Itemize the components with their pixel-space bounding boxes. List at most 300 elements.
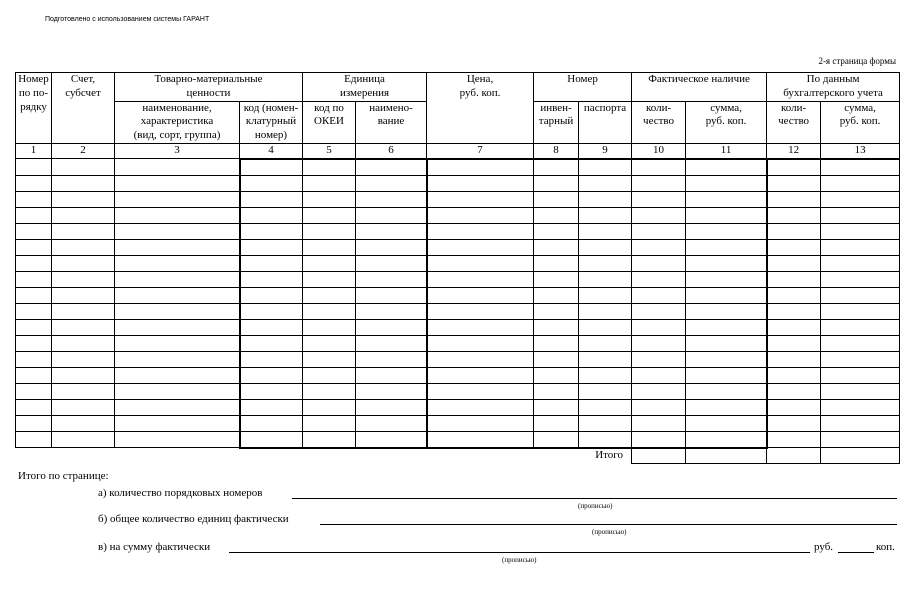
table-cell[interactable] bbox=[686, 175, 767, 191]
table-cell[interactable] bbox=[240, 255, 303, 271]
table-cell[interactable] bbox=[579, 351, 632, 367]
table-cell[interactable] bbox=[632, 335, 686, 351]
table-cell[interactable] bbox=[821, 159, 900, 176]
table-cell[interactable] bbox=[427, 399, 534, 415]
table-cell[interactable] bbox=[303, 191, 356, 207]
footer-b-label: б) общее количество единиц фактически bbox=[98, 513, 289, 525]
table-cell[interactable] bbox=[632, 223, 686, 239]
table-cell[interactable] bbox=[16, 239, 52, 255]
table-cell[interactable] bbox=[579, 335, 632, 351]
table-cell[interactable] bbox=[303, 239, 356, 255]
table-cell[interactable] bbox=[240, 239, 303, 255]
table-cell[interactable] bbox=[579, 367, 632, 383]
column-number: 10 bbox=[632, 143, 686, 158]
table-cell[interactable] bbox=[427, 415, 534, 431]
table-cell[interactable] bbox=[821, 319, 900, 335]
table-cell[interactable] bbox=[632, 271, 686, 287]
table-cell[interactable] bbox=[632, 303, 686, 319]
table-cell[interactable] bbox=[240, 319, 303, 335]
column-number: 7 bbox=[427, 143, 534, 158]
footer-title: Итого по странице: bbox=[18, 470, 109, 482]
table-cell[interactable] bbox=[240, 159, 303, 176]
table-cell[interactable] bbox=[115, 367, 240, 383]
table-cell[interactable] bbox=[686, 431, 767, 448]
table-cell[interactable] bbox=[303, 367, 356, 383]
table-cell[interactable] bbox=[534, 271, 579, 287]
table-cell[interactable] bbox=[427, 303, 534, 319]
header-books-qty: коли- чество bbox=[767, 101, 821, 143]
table-cell[interactable] bbox=[356, 335, 427, 351]
table-cell[interactable] bbox=[821, 207, 900, 223]
table-cell[interactable] bbox=[821, 271, 900, 287]
table-cell[interactable] bbox=[16, 255, 52, 271]
header-books: По данным бухгалтерского учета bbox=[767, 73, 900, 102]
table-cell[interactable] bbox=[427, 319, 534, 335]
table-cell[interactable] bbox=[767, 303, 821, 319]
table-cell[interactable] bbox=[52, 287, 115, 303]
table-cell[interactable] bbox=[632, 239, 686, 255]
table-cell[interactable] bbox=[115, 383, 240, 399]
table-cell[interactable] bbox=[821, 351, 900, 367]
table-cell[interactable] bbox=[356, 239, 427, 255]
table-cell[interactable] bbox=[52, 319, 115, 335]
table-cell[interactable] bbox=[303, 351, 356, 367]
table-cell[interactable] bbox=[632, 191, 686, 207]
table-cell[interactable] bbox=[686, 287, 767, 303]
table-cell[interactable] bbox=[579, 415, 632, 431]
table-cell[interactable] bbox=[821, 191, 900, 207]
table-row bbox=[16, 191, 900, 207]
table-cell[interactable] bbox=[52, 175, 115, 191]
table-cell[interactable] bbox=[303, 255, 356, 271]
table-cell[interactable] bbox=[115, 255, 240, 271]
column-number: 2 bbox=[52, 143, 115, 158]
table-cell[interactable] bbox=[16, 207, 52, 223]
table-cell[interactable] bbox=[52, 351, 115, 367]
table-cell[interactable] bbox=[240, 207, 303, 223]
header-unit-code: код по ОКЕИ bbox=[303, 101, 356, 143]
table-row bbox=[16, 303, 900, 319]
column-number: 8 bbox=[534, 143, 579, 158]
header-account: Счет, субсчет bbox=[52, 73, 115, 144]
column-number: 13 bbox=[821, 143, 900, 158]
table-cell[interactable] bbox=[534, 367, 579, 383]
table-cell[interactable] bbox=[356, 223, 427, 239]
table-cell[interactable] bbox=[821, 431, 900, 448]
table-cell[interactable] bbox=[767, 319, 821, 335]
table-cell[interactable] bbox=[303, 175, 356, 191]
table-cell[interactable] bbox=[579, 159, 632, 176]
table-cell[interactable] bbox=[686, 303, 767, 319]
table-cell[interactable] bbox=[303, 383, 356, 399]
table-cell[interactable] bbox=[303, 159, 356, 176]
table-cell[interactable] bbox=[632, 367, 686, 383]
table-cell[interactable] bbox=[686, 207, 767, 223]
footer-c-caption: (прописью) bbox=[502, 556, 537, 564]
table-cell[interactable] bbox=[240, 303, 303, 319]
table-cell[interactable] bbox=[240, 415, 303, 431]
table-cell[interactable] bbox=[427, 175, 534, 191]
footer-c-line[interactable] bbox=[229, 552, 810, 553]
table-cell[interactable] bbox=[579, 399, 632, 415]
table-cell[interactable] bbox=[356, 319, 427, 335]
table-cell[interactable] bbox=[240, 431, 303, 448]
table-row bbox=[16, 175, 900, 191]
table-cell[interactable] bbox=[821, 239, 900, 255]
table-cell[interactable] bbox=[115, 303, 240, 319]
table-cell[interactable] bbox=[115, 239, 240, 255]
table-cell[interactable] bbox=[240, 367, 303, 383]
table-cell[interactable] bbox=[303, 223, 356, 239]
header-actual: Фактическое наличие bbox=[632, 73, 767, 102]
table-cell[interactable] bbox=[115, 351, 240, 367]
table-cell[interactable] bbox=[534, 383, 579, 399]
table-cell[interactable] bbox=[534, 431, 579, 448]
table-cell[interactable] bbox=[356, 383, 427, 399]
table-cell[interactable] bbox=[579, 207, 632, 223]
table-cell[interactable] bbox=[115, 191, 240, 207]
table-cell[interactable] bbox=[356, 287, 427, 303]
table-cell[interactable] bbox=[534, 239, 579, 255]
column-number: 5 bbox=[303, 143, 356, 158]
table-cell[interactable] bbox=[632, 255, 686, 271]
table-cell[interactable] bbox=[115, 175, 240, 191]
footer-c-label: в) на сумму фактически bbox=[98, 541, 211, 553]
table-cell[interactable] bbox=[16, 367, 52, 383]
table-cell[interactable] bbox=[240, 287, 303, 303]
table-cell[interactable] bbox=[115, 223, 240, 239]
table-cell[interactable] bbox=[632, 431, 686, 448]
footer-a-caption: (прописью) bbox=[578, 502, 613, 510]
table-row bbox=[16, 159, 900, 176]
table-cell[interactable] bbox=[534, 399, 579, 415]
table-cell[interactable] bbox=[686, 415, 767, 431]
table-row bbox=[16, 255, 900, 271]
table-cell[interactable] bbox=[767, 255, 821, 271]
table-cell[interactable] bbox=[632, 287, 686, 303]
table-cell[interactable] bbox=[427, 223, 534, 239]
table-row bbox=[16, 319, 900, 335]
table-cell[interactable] bbox=[16, 303, 52, 319]
table-row bbox=[16, 271, 900, 287]
table-cell[interactable] bbox=[686, 159, 767, 176]
table-cell[interactable] bbox=[52, 399, 115, 415]
table-cell[interactable] bbox=[356, 303, 427, 319]
table-cell[interactable] bbox=[356, 351, 427, 367]
table-cell[interactable] bbox=[767, 287, 821, 303]
inventory-table bbox=[15, 72, 900, 464]
table-cell[interactable] bbox=[115, 335, 240, 351]
table-row bbox=[16, 367, 900, 383]
table-cell[interactable] bbox=[356, 207, 427, 223]
table-cell[interactable] bbox=[686, 191, 767, 207]
table-cell[interactable] bbox=[427, 159, 534, 176]
table-cell[interactable] bbox=[303, 303, 356, 319]
table-cell[interactable] bbox=[16, 159, 52, 176]
table-cell[interactable] bbox=[427, 207, 534, 223]
table-row bbox=[16, 383, 900, 399]
table-cell[interactable] bbox=[16, 191, 52, 207]
table-cell[interactable] bbox=[579, 287, 632, 303]
footer-kop: коп. bbox=[876, 541, 895, 553]
table-cell[interactable] bbox=[115, 431, 240, 448]
table-cell[interactable] bbox=[767, 431, 821, 448]
table-cell[interactable] bbox=[427, 351, 534, 367]
header-number: Номер bbox=[534, 73, 632, 102]
table-cell[interactable] bbox=[115, 207, 240, 223]
table-cell[interactable] bbox=[534, 191, 579, 207]
table-cell[interactable] bbox=[52, 383, 115, 399]
table-cell[interactable] bbox=[767, 351, 821, 367]
table-cell[interactable] bbox=[579, 255, 632, 271]
table-cell[interactable] bbox=[632, 319, 686, 335]
table-cell[interactable] bbox=[534, 255, 579, 271]
table-cell[interactable] bbox=[303, 431, 356, 448]
header-passport: паспорта bbox=[579, 101, 632, 143]
footer-kop-line[interactable] bbox=[838, 552, 874, 553]
table-cell[interactable] bbox=[52, 239, 115, 255]
table-cell[interactable] bbox=[427, 239, 534, 255]
header-books-sum: сумма, руб. коп. bbox=[821, 101, 900, 143]
table-cell[interactable] bbox=[767, 415, 821, 431]
table-cell[interactable] bbox=[767, 159, 821, 176]
table-row bbox=[16, 207, 900, 223]
table-cell[interactable] bbox=[686, 335, 767, 351]
column-number: 6 bbox=[356, 143, 427, 158]
table-cell[interactable] bbox=[16, 335, 52, 351]
footer-rub: руб. bbox=[814, 541, 834, 553]
table-cell[interactable] bbox=[240, 399, 303, 415]
table-cell[interactable] bbox=[632, 159, 686, 176]
table-cell[interactable] bbox=[767, 399, 821, 415]
table-cell[interactable] bbox=[303, 399, 356, 415]
footer-b-line[interactable] bbox=[320, 524, 897, 525]
table-cell[interactable] bbox=[52, 207, 115, 223]
table-cell[interactable] bbox=[579, 383, 632, 399]
table-cell[interactable] bbox=[16, 399, 52, 415]
table-cell[interactable] bbox=[686, 399, 767, 415]
table-cell[interactable] bbox=[686, 319, 767, 335]
total-books-sum[interactable] bbox=[821, 448, 900, 464]
column-number: 12 bbox=[767, 143, 821, 158]
table-cell[interactable] bbox=[686, 223, 767, 239]
table-cell[interactable] bbox=[821, 223, 900, 239]
table-cell[interactable] bbox=[303, 271, 356, 287]
table-cell[interactable] bbox=[16, 319, 52, 335]
table-cell[interactable] bbox=[356, 367, 427, 383]
header-row-number: Номер по по- рядку bbox=[16, 73, 52, 144]
table-cell[interactable] bbox=[579, 431, 632, 448]
table-cell[interactable] bbox=[303, 287, 356, 303]
column-numbers-row bbox=[16, 143, 900, 158]
table-cell[interactable] bbox=[52, 255, 115, 271]
table-cell[interactable] bbox=[579, 223, 632, 239]
table-cell[interactable] bbox=[767, 191, 821, 207]
table-cell[interactable] bbox=[821, 367, 900, 383]
table-cell[interactable] bbox=[534, 303, 579, 319]
table-cell[interactable] bbox=[356, 415, 427, 431]
table-cell[interactable] bbox=[686, 239, 767, 255]
table-cell[interactable] bbox=[356, 271, 427, 287]
table-cell[interactable] bbox=[821, 399, 900, 415]
table-cell[interactable] bbox=[821, 287, 900, 303]
table-cell[interactable] bbox=[534, 207, 579, 223]
header-price: Цена, руб. коп. bbox=[427, 73, 534, 144]
table-cell[interactable] bbox=[534, 335, 579, 351]
table-cell[interactable] bbox=[303, 319, 356, 335]
table-cell[interactable] bbox=[16, 351, 52, 367]
table-cell[interactable] bbox=[356, 255, 427, 271]
table-cell[interactable] bbox=[427, 335, 534, 351]
table-cell[interactable] bbox=[52, 223, 115, 239]
table-cell[interactable] bbox=[240, 191, 303, 207]
table-cell[interactable] bbox=[115, 319, 240, 335]
table-cell[interactable] bbox=[240, 223, 303, 239]
table-cell[interactable] bbox=[115, 287, 240, 303]
table-cell[interactable] bbox=[427, 191, 534, 207]
table-cell[interactable] bbox=[632, 351, 686, 367]
column-number: 1 bbox=[16, 143, 52, 158]
header-goods: Товарно-материальные ценности bbox=[115, 73, 303, 102]
table-cell[interactable] bbox=[240, 383, 303, 399]
table-cell[interactable] bbox=[115, 399, 240, 415]
table-cell[interactable] bbox=[632, 207, 686, 223]
table-cell[interactable] bbox=[534, 223, 579, 239]
table-cell[interactable] bbox=[821, 175, 900, 191]
table-row bbox=[16, 415, 900, 431]
table-cell[interactable] bbox=[767, 239, 821, 255]
table-cell[interactable] bbox=[115, 271, 240, 287]
header-goods-code: код (номен- клатурный номер) bbox=[240, 101, 303, 143]
table-cell[interactable] bbox=[821, 303, 900, 319]
table-cell[interactable] bbox=[356, 175, 427, 191]
footer-b-caption: (прописью) bbox=[592, 528, 627, 536]
table-cell[interactable] bbox=[356, 399, 427, 415]
header-actual-sum: сумма, руб. коп. bbox=[686, 101, 767, 143]
header-inventory: инвен- тарный bbox=[534, 101, 579, 143]
table-cell[interactable] bbox=[767, 367, 821, 383]
table-cell[interactable] bbox=[52, 415, 115, 431]
table-cell[interactable] bbox=[16, 271, 52, 287]
table-cell[interactable] bbox=[767, 175, 821, 191]
table-cell[interactable] bbox=[16, 175, 52, 191]
column-number: 9 bbox=[579, 143, 632, 158]
table-cell[interactable] bbox=[534, 287, 579, 303]
table-cell[interactable] bbox=[427, 383, 534, 399]
table-cell[interactable] bbox=[16, 431, 52, 448]
column-number: 11 bbox=[686, 143, 767, 158]
table-cell[interactable] bbox=[579, 271, 632, 287]
header-actual-qty: коли- чество bbox=[632, 101, 686, 143]
table-cell[interactable] bbox=[303, 335, 356, 351]
table-cell[interactable] bbox=[427, 367, 534, 383]
table-cell[interactable] bbox=[632, 175, 686, 191]
table-cell[interactable] bbox=[632, 383, 686, 399]
table-cell[interactable] bbox=[356, 431, 427, 448]
total-label: Итого bbox=[595, 449, 624, 462]
table-cell[interactable] bbox=[427, 271, 534, 287]
column-number: 4 bbox=[240, 143, 303, 158]
table-cell[interactable] bbox=[52, 271, 115, 287]
table-cell[interactable] bbox=[579, 303, 632, 319]
table-cell[interactable] bbox=[534, 351, 579, 367]
table-cell[interactable] bbox=[534, 159, 579, 176]
table-cell[interactable] bbox=[632, 415, 686, 431]
table-cell[interactable] bbox=[821, 383, 900, 399]
total-row bbox=[16, 448, 900, 464]
table-cell[interactable] bbox=[534, 175, 579, 191]
table-cell[interactable] bbox=[427, 431, 534, 448]
table-cell[interactable] bbox=[821, 415, 900, 431]
table-row bbox=[16, 431, 900, 448]
table-cell[interactable] bbox=[534, 415, 579, 431]
table-cell[interactable] bbox=[767, 335, 821, 351]
header-unit: Единица измерения bbox=[303, 73, 427, 102]
total-actual-sum[interactable] bbox=[686, 448, 767, 464]
table-cell[interactable] bbox=[686, 367, 767, 383]
table-cell[interactable] bbox=[115, 415, 240, 431]
table-cell[interactable] bbox=[579, 239, 632, 255]
table-cell[interactable] bbox=[579, 191, 632, 207]
header-note: Подготовлено с использованием системы ГАРАНТ bbox=[45, 16, 210, 23]
header-goods-name: наименование, характеристика (вид, сорт, группа) bbox=[115, 101, 240, 143]
table-row bbox=[16, 223, 900, 239]
table-cell[interactable] bbox=[52, 367, 115, 383]
table-cell[interactable] bbox=[821, 335, 900, 351]
table-cell[interactable] bbox=[240, 335, 303, 351]
table-cell[interactable] bbox=[240, 175, 303, 191]
table-cell[interactable] bbox=[821, 255, 900, 271]
table-cell[interactable] bbox=[767, 207, 821, 223]
table-cell[interactable] bbox=[356, 191, 427, 207]
footer-a-label: а) количество порядковых номеров bbox=[98, 487, 263, 499]
table-cell[interactable] bbox=[579, 319, 632, 335]
table-cell[interactable] bbox=[52, 335, 115, 351]
table-cell[interactable] bbox=[240, 271, 303, 287]
table-cell[interactable] bbox=[767, 223, 821, 239]
table-cell[interactable] bbox=[303, 207, 356, 223]
total-books-qty[interactable] bbox=[767, 448, 821, 464]
table-cell[interactable] bbox=[52, 431, 115, 448]
footer-a-line[interactable] bbox=[292, 498, 897, 499]
table-cell[interactable] bbox=[686, 383, 767, 399]
table-cell[interactable] bbox=[16, 287, 52, 303]
table-cell[interactable] bbox=[303, 415, 356, 431]
table-cell[interactable] bbox=[52, 159, 115, 176]
table-row bbox=[16, 239, 900, 255]
table-cell[interactable] bbox=[686, 271, 767, 287]
table-cell[interactable] bbox=[534, 319, 579, 335]
table-cell[interactable] bbox=[767, 383, 821, 399]
table-cell[interactable] bbox=[427, 287, 534, 303]
table-cell[interactable] bbox=[632, 399, 686, 415]
table-cell[interactable] bbox=[16, 383, 52, 399]
table-row bbox=[16, 399, 900, 415]
table-cell[interactable] bbox=[356, 159, 427, 176]
table-cell[interactable] bbox=[767, 271, 821, 287]
table-cell[interactable] bbox=[52, 191, 115, 207]
table-cell[interactable] bbox=[16, 415, 52, 431]
table-cell[interactable] bbox=[686, 351, 767, 367]
table-cell[interactable] bbox=[115, 159, 240, 176]
table-cell[interactable] bbox=[16, 223, 52, 239]
table-cell[interactable] bbox=[240, 351, 303, 367]
table-cell[interactable] bbox=[427, 255, 534, 271]
table-cell[interactable] bbox=[52, 303, 115, 319]
total-actual-qty[interactable] bbox=[632, 448, 686, 464]
table-cell[interactable] bbox=[579, 175, 632, 191]
table-cell[interactable] bbox=[686, 255, 767, 271]
